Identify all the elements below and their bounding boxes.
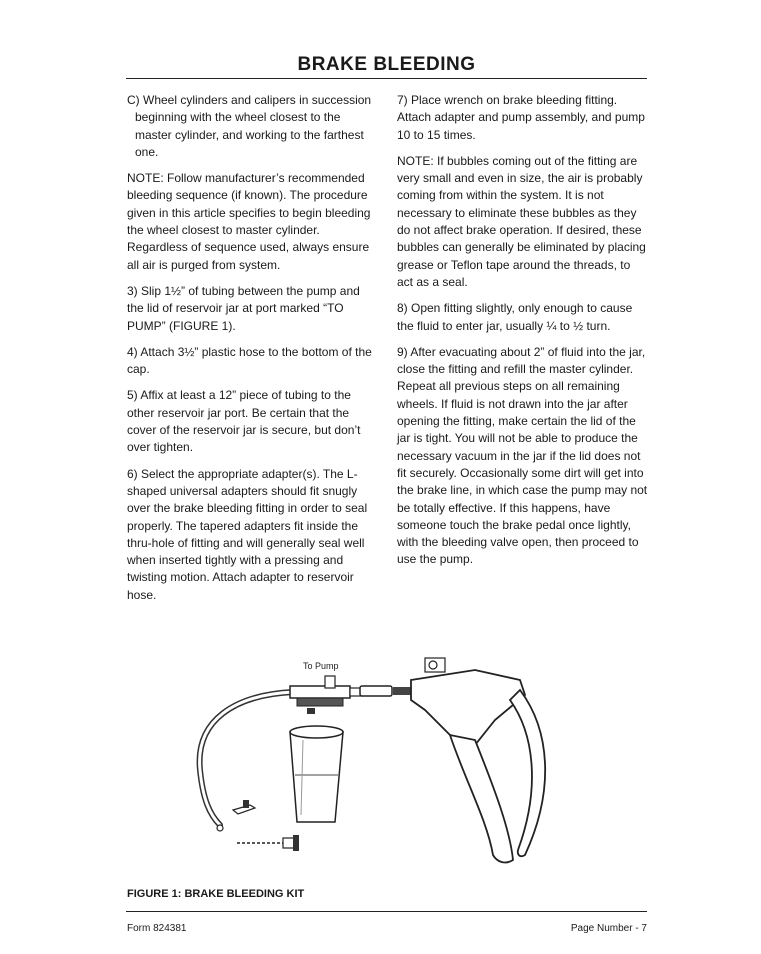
left-column	[127, 92, 377, 613]
step-c-text: C) Wheel cylinders and calipers in succession beginning with the wheel closest to the master cylinder, and working to the farthest one.	[127, 93, 372, 159]
step-9-text: 9) After evacuating about 2” of fluid into the jar, close the fitting and refill the master cylinder. Repeat all previous steps on all remaining wheels. If fluid is not drawn into the jar after opening the fitting, make certain the lid of the jar is tight. You will not be able to produce the necessary vacuum in the jar if the lid does not fit securely. Occasionally some dirt will get into the brake line, in which case the pump may not be totally effective. If this happens, have someone touch the brake pedal once lightly, with the bleeding valve open, then proceed to use the pump.	[397, 344, 648, 567]
right-column	[397, 92, 649, 578]
to-pump-label: To Pump	[303, 661, 339, 671]
title-rule	[126, 78, 647, 79]
brake-bleeding-kit-illustration	[175, 640, 615, 880]
page-number: Page Number - 7	[570, 923, 647, 934]
step-4-text: 4) Attach 3½” plastic hose to the bottom of the cap.	[127, 344, 372, 377]
figure-caption: FIGURE 1: BRAKE BLEEDING KIT	[127, 888, 305, 900]
note-bubbles-text: NOTE: If bubbles coming out of the fitting are very small and even in size, the air is probably coming from within the system. It is not necessary to eliminate these bubbles as they do not affect brake operation. If desired, these bubbles can generally be eliminated by placing grease or Teflon tape around the threads, to act as a seal.	[397, 153, 646, 289]
step-5-text: 5) Affix at least a 12” piece of tubing to the other reservoir jar port. Be certain that the cover of the reservoir jar is secure, but don’t over tighten.	[127, 388, 361, 455]
step-8-text: 8) Open fitting slightly, only enough to cause the fluid to enter jar, usually ¼ to ½ turn.	[397, 301, 633, 333]
footer-rule	[126, 911, 647, 912]
form-number: Form 824381	[127, 923, 187, 934]
page-title: BRAKE BLEEDING	[297, 54, 476, 75]
step-3-text: 3) Slip 1½” of tubing between the pump and the lid of reservoir jar at port marked “TO PUMP” (FIGURE 1).	[127, 283, 360, 333]
step-7-text: 7) Place wrench on brake bleeding fitting. Attach adapter and pump assembly, and pump 10 to 15 times.	[397, 93, 645, 142]
step-6-text: 6) Select the appropriate adapter(s). The L-shaped universal adapters should fit snugly over the brake bleeding fitting in order to seal properly. The tapered adapters fit inside the thru-hole of fitting and will generally seal well when inserted tightly with a pressing and twisting motion. Attach adapter to reservoir hose.	[127, 466, 368, 602]
note-sequence-text: NOTE: Follow manufacturer’s recommended bleeding sequence (if known). The procedure given in this article specifies to begin bleeding the wheel closest to master cylinder. Regardless of sequence used, always ensure all air is purged from system.	[127, 171, 371, 272]
